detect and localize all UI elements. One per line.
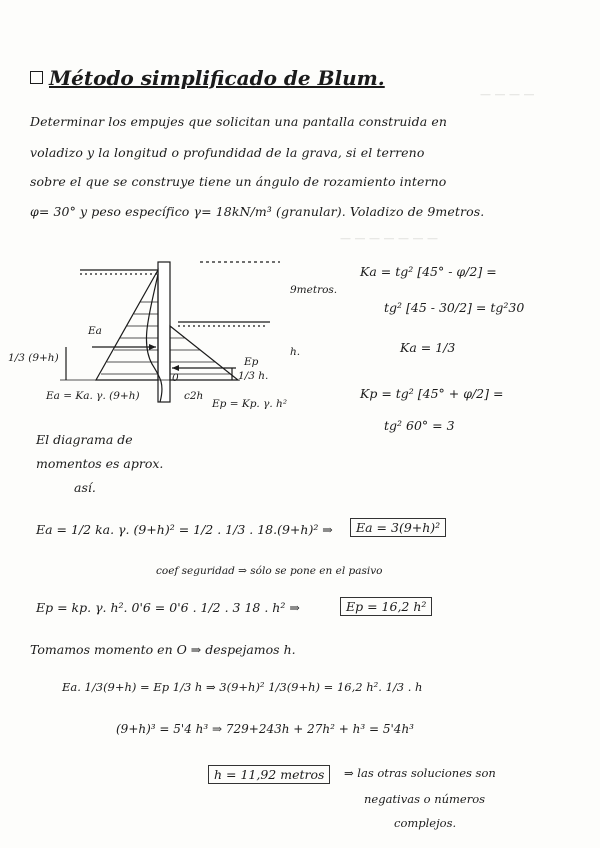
ka-line: Ka = tg² [45° - φ/2] =	[360, 264, 497, 279]
active-pressure-triangle	[96, 270, 158, 380]
bleed-through-mark: — — — — — — —	[340, 232, 438, 245]
ep-equation: Ep = kp. γ. h². 0'6 = 0'6 . 1/2 . 3 18 . h² ⇒	[36, 600, 300, 615]
ka-line: Ka = 1/3	[400, 340, 456, 355]
h-depth-label: h.	[290, 346, 301, 358]
origin-o-label: 0	[172, 372, 179, 384]
ground-surface-left	[80, 270, 158, 274]
other-solutions-line: negativas o números	[364, 792, 486, 806]
ea-label: Ea	[88, 325, 102, 337]
passive-pressure-triangle	[170, 326, 238, 380]
moments-line: Tomamos momento en O ⇒ despejamos h.	[30, 642, 296, 657]
safety-note: coef seguridad ⇒ sólo se pone en el pasivo	[156, 565, 383, 577]
other-solutions-line: complejos.	[394, 816, 457, 830]
ground-surface-right	[178, 322, 270, 326]
ep-result-box: Ep = 16,2 h²	[340, 597, 432, 616]
cantilever-length-label: 9metros.	[290, 284, 338, 296]
page-title: Método simplificado de Blum.	[30, 66, 385, 90]
moments-note-line: así.	[74, 480, 96, 495]
retaining-wall	[158, 262, 170, 402]
ea-formula: Ea = Ka. γ. (9+h)	[46, 390, 140, 402]
bleed-through-mark: — — — —	[480, 88, 535, 101]
third-right-label: 1/3 h.	[238, 370, 269, 382]
cubic-equation: (9+h)³ = 5'4 h³ ⇒ 729+243h + 27h² + h³ = 5'4h³	[116, 722, 414, 736]
checkbox-icon	[30, 71, 43, 84]
statement-line: φ= 30° y peso específico γ= 18kN/m³ (granular). Voladizo de 9metros.	[30, 204, 485, 219]
moments-note-line: momentos es aprox.	[36, 456, 164, 471]
other-solutions-line: ⇒ las otras soluciones son	[344, 766, 496, 780]
h-result-box: h = 11,92 metros	[208, 765, 330, 784]
kp-line: tg² 60° = 3	[384, 418, 455, 433]
moments-note-line: El diagrama de	[36, 432, 133, 447]
ep-formula: Ep = Kp. γ. h²	[212, 398, 288, 410]
c2h-label: c2h	[184, 390, 204, 402]
ka-line: tg² [45 - 30/2] = tg²30	[384, 300, 525, 315]
balance-equation: Ea. 1/3(9+h) = Ep 1/3 h ⇒ 3(9+h)² 1/3(9+h) = 16,2 h². 1/3 . h	[62, 680, 423, 694]
statement-line: Determinar los empujes que solicitan una pantalla construida en	[30, 114, 447, 129]
kp-line: Kp = tg² [45° + φ/2] =	[360, 386, 504, 401]
ea-equation: Ea = 1/2 ka. γ. (9+h)² = 1/2 . 1/3 . 18.(9+h)² ⇒	[36, 522, 333, 537]
third-left-label: 1/3 (9+h)	[8, 352, 59, 364]
statement-line: sobre el que se construye tiene un ángulo de rozamiento interno	[30, 174, 447, 189]
ea-result-box: Ea = 3(9+h)²	[350, 518, 446, 537]
ep-label: Ep	[244, 356, 259, 368]
statement-line: voladizo y la longitud o profundidad de la grava, si el terreno	[30, 145, 425, 160]
